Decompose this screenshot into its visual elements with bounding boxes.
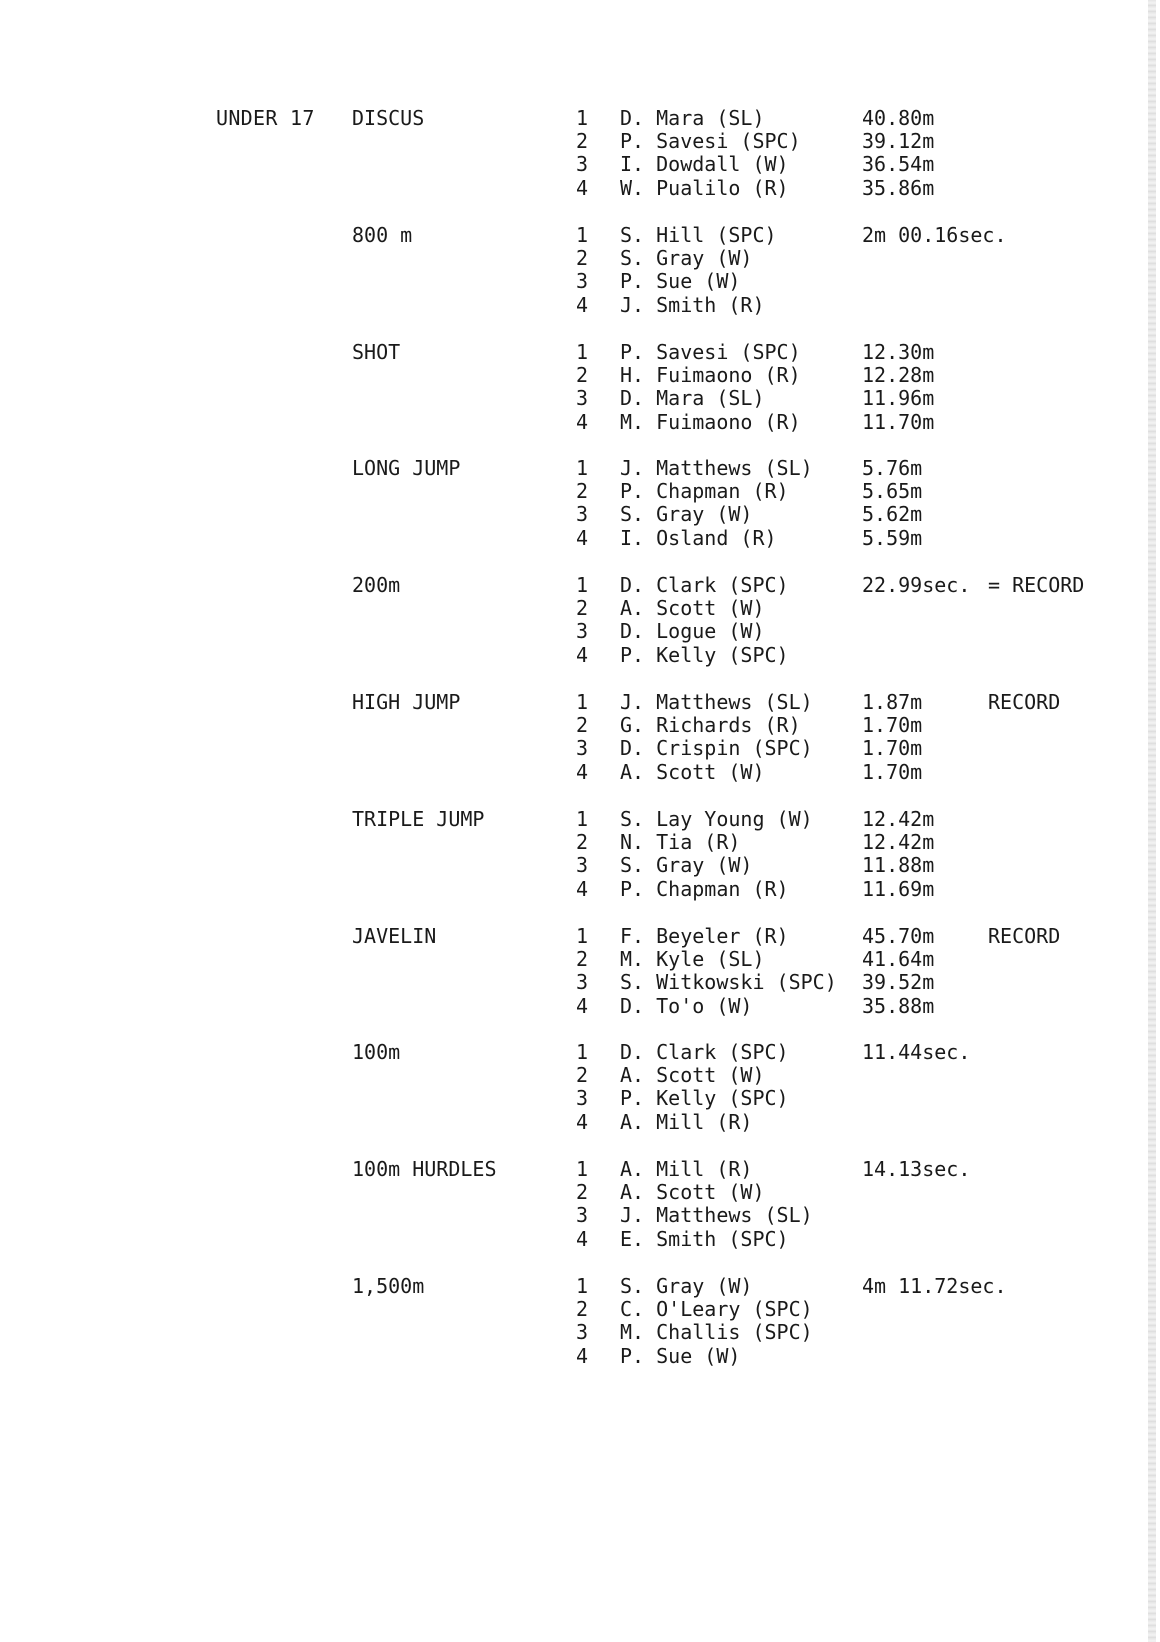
result-mark: 36.54m xyxy=(862,152,935,176)
athlete-name: P. Chapman (R) xyxy=(620,877,789,901)
place-number: 3 xyxy=(576,386,589,410)
place-number: 3 xyxy=(576,502,589,526)
place-number: 2 xyxy=(576,830,589,854)
place-number: 3 xyxy=(576,853,589,877)
athlete-name: I. Dowdall (W) xyxy=(620,152,789,176)
place-number: 1 xyxy=(576,340,589,364)
event-name: JAVELIN xyxy=(352,924,437,948)
athlete-name: P. Chapman (R) xyxy=(620,479,789,503)
place-number: 1 xyxy=(576,106,589,130)
result-mark: 14.13sec. xyxy=(862,1157,971,1181)
athlete-name: M. Kyle (SL) xyxy=(620,947,765,971)
place-number: 4 xyxy=(576,877,589,901)
athlete-name: J. Matthews (SL) xyxy=(620,456,813,480)
result-mark: 41.64m xyxy=(862,947,935,971)
athlete-name: M. Fuimaono (R) xyxy=(620,410,801,434)
athlete-name: C. O'Leary (SPC) xyxy=(620,1297,813,1321)
result-mark: 12.30m xyxy=(862,340,935,364)
place-number: 4 xyxy=(576,293,589,317)
athlete-name: S. Lay Young (W) xyxy=(620,807,813,831)
athlete-name: A. Scott (W) xyxy=(620,1180,765,1204)
athlete-name: W. Pualilo (R) xyxy=(620,176,789,200)
event-name: DISCUS xyxy=(352,106,425,130)
place-number: 2 xyxy=(576,246,589,270)
athlete-name: H. Fuimaono (R) xyxy=(620,363,801,387)
athlete-name: P. Sue (W) xyxy=(620,1344,741,1368)
result-mark: 4m 11.72sec. xyxy=(862,1274,1007,1298)
place-number: 3 xyxy=(576,1203,589,1227)
place-number: 4 xyxy=(576,994,589,1018)
result-mark: 11.70m xyxy=(862,410,935,434)
result-mark: 11.96m xyxy=(862,386,935,410)
event-name: 1,500m xyxy=(352,1274,425,1298)
page-edge-shadow xyxy=(1148,0,1156,1642)
result-mark: 12.42m xyxy=(862,830,935,854)
event-name: 100m xyxy=(352,1040,401,1064)
athlete-name: N. Tia (R) xyxy=(620,830,741,854)
place-number: 3 xyxy=(576,619,589,643)
age-group-heading: UNDER 17 xyxy=(216,106,315,130)
place-number: 3 xyxy=(576,1086,589,1110)
athlete-name: A. Scott (W) xyxy=(620,1063,765,1087)
result-mark: 5.59m xyxy=(862,526,923,550)
athlete-name: D. To'o (W) xyxy=(620,994,753,1018)
place-number: 1 xyxy=(576,223,589,247)
place-number: 1 xyxy=(576,1040,589,1064)
result-mark: 39.12m xyxy=(862,129,935,153)
place-number: 1 xyxy=(576,807,589,831)
athlete-name: J. Smith (R) xyxy=(620,293,765,317)
place-number: 2 xyxy=(576,1063,589,1087)
record-note: RECORD xyxy=(988,924,1061,948)
place-number: 4 xyxy=(576,1110,589,1134)
place-number: 3 xyxy=(576,736,589,760)
place-number: 2 xyxy=(576,1180,589,1204)
athlete-name: A. Mill (R) xyxy=(620,1110,753,1134)
place-number: 2 xyxy=(576,479,589,503)
place-number: 3 xyxy=(576,970,589,994)
athlete-name: P. Savesi (SPC) xyxy=(620,129,801,153)
place-number: 2 xyxy=(576,1297,589,1321)
result-mark: 35.88m xyxy=(862,994,935,1018)
place-number: 4 xyxy=(576,760,589,784)
event-name: 100m HURDLES xyxy=(352,1157,497,1181)
result-mark: 12.28m xyxy=(862,363,935,387)
result-mark: 39.52m xyxy=(862,970,935,994)
place-number: 2 xyxy=(576,363,589,387)
place-number: 1 xyxy=(576,1274,589,1298)
athlete-name: P. Sue (W) xyxy=(620,269,741,293)
result-mark: 1.70m xyxy=(862,760,923,784)
athlete-name: S. Gray (W) xyxy=(620,502,753,526)
athlete-name: S. Hill (SPC) xyxy=(620,223,777,247)
result-mark: 5.65m xyxy=(862,479,923,503)
place-number: 1 xyxy=(576,456,589,480)
athlete-name: S. Witkowski (SPC) xyxy=(620,970,837,994)
athlete-name: P. Savesi (SPC) xyxy=(620,340,801,364)
result-mark: 11.69m xyxy=(862,877,935,901)
place-number: 4 xyxy=(576,410,589,434)
athlete-name: P. Kelly (SPC) xyxy=(620,1086,789,1110)
athlete-name: S. Gray (W) xyxy=(620,853,753,877)
place-number: 3 xyxy=(576,152,589,176)
place-number: 2 xyxy=(576,129,589,153)
result-mark: 1.70m xyxy=(862,736,923,760)
result-mark: 11.44sec. xyxy=(862,1040,971,1064)
result-mark: 12.42m xyxy=(862,807,935,831)
athlete-name: E. Smith (SPC) xyxy=(620,1227,789,1251)
athlete-name: I. Osland (R) xyxy=(620,526,777,550)
athlete-name: A. Scott (W) xyxy=(620,596,765,620)
event-name: TRIPLE JUMP xyxy=(352,807,485,831)
event-name: LONG JUMP xyxy=(352,456,461,480)
place-number: 1 xyxy=(576,573,589,597)
athlete-name: D. Mara (SL) xyxy=(620,106,765,130)
place-number: 4 xyxy=(576,1227,589,1251)
event-name: HIGH JUMP xyxy=(352,690,461,714)
result-mark: 11.88m xyxy=(862,853,935,877)
event-name: SHOT xyxy=(352,340,401,364)
athlete-name: G. Richards (R) xyxy=(620,713,801,737)
athlete-name: P. Kelly (SPC) xyxy=(620,643,789,667)
result-mark: 2m 00.16sec. xyxy=(862,223,1007,247)
place-number: 2 xyxy=(576,947,589,971)
result-mark: 35.86m xyxy=(862,176,935,200)
result-mark: 5.76m xyxy=(862,456,923,480)
athlete-name: S. Gray (W) xyxy=(620,246,753,270)
place-number: 4 xyxy=(576,1344,589,1368)
athlete-name: D. Crispin (SPC) xyxy=(620,736,813,760)
place-number: 4 xyxy=(576,526,589,550)
athlete-name: A. Mill (R) xyxy=(620,1157,753,1181)
athlete-name: D. Logue (W) xyxy=(620,619,765,643)
athlete-name: A. Scott (W) xyxy=(620,760,765,784)
record-note: = RECORD xyxy=(988,573,1085,597)
event-name: 800 m xyxy=(352,223,413,247)
athlete-name: D. Clark (SPC) xyxy=(620,573,789,597)
athlete-name: J. Matthews (SL) xyxy=(620,1203,813,1227)
place-number: 4 xyxy=(576,176,589,200)
result-mark: 22.99sec. xyxy=(862,573,971,597)
athlete-name: J. Matthews (SL) xyxy=(620,690,813,714)
place-number: 1 xyxy=(576,690,589,714)
athlete-name: D. Mara (SL) xyxy=(620,386,765,410)
place-number: 1 xyxy=(576,1157,589,1181)
place-number: 4 xyxy=(576,643,589,667)
result-mark: 1.87m xyxy=(862,690,923,714)
place-number: 2 xyxy=(576,713,589,737)
result-mark: 5.62m xyxy=(862,502,923,526)
athlete-name: M. Challis (SPC) xyxy=(620,1320,813,1344)
record-note: RECORD xyxy=(988,690,1061,714)
athlete-name: D. Clark (SPC) xyxy=(620,1040,789,1064)
place-number: 3 xyxy=(576,269,589,293)
result-mark: 40.80m xyxy=(862,106,935,130)
event-name: 200m xyxy=(352,573,401,597)
place-number: 3 xyxy=(576,1320,589,1344)
athlete-name: S. Gray (W) xyxy=(620,1274,753,1298)
result-mark: 45.70m xyxy=(862,924,935,948)
place-number: 1 xyxy=(576,924,589,948)
athlete-name: F. Beyeler (R) xyxy=(620,924,789,948)
result-mark: 1.70m xyxy=(862,713,923,737)
place-number: 2 xyxy=(576,596,589,620)
